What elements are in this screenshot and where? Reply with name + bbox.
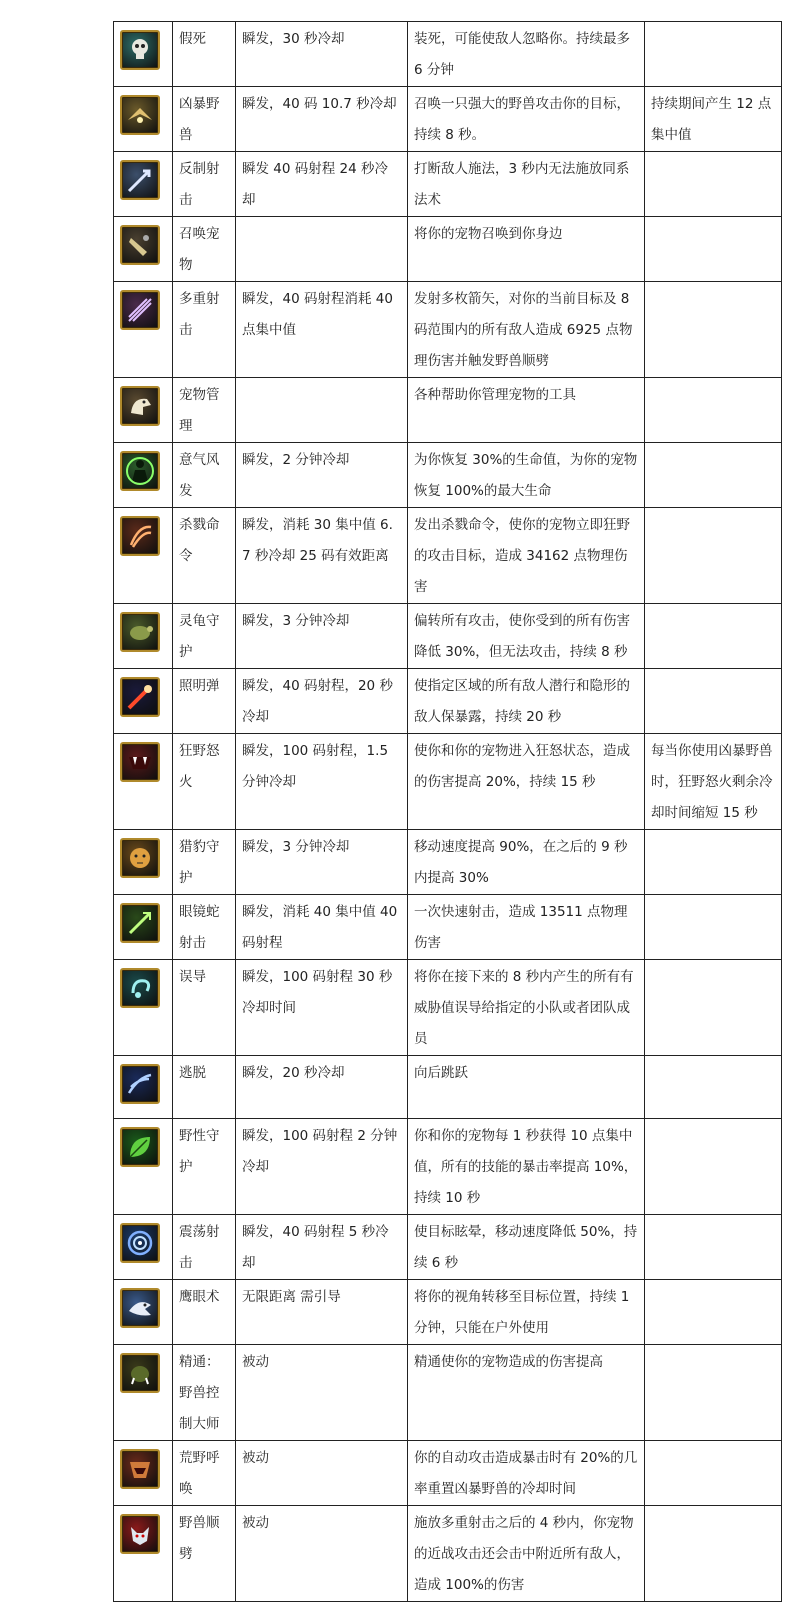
skill-name: 灵龟守护	[173, 604, 236, 669]
skill-name: 反制射击	[173, 152, 236, 217]
skill-description: 装死，可能使敌人忽略你。持续最多 6 分钟	[408, 22, 645, 87]
skill-name: 假死	[173, 22, 236, 87]
skill-description: 使你和你的宠物进入狂怒状态，造成的伤害提高 20%，持续 15 秒	[408, 734, 645, 830]
skill-note	[645, 669, 782, 734]
skill-cast: 瞬发，40 码射程消耗 40 点集中值	[236, 282, 408, 378]
skill-name: 荒野呼唤	[173, 1441, 236, 1506]
skill-note	[645, 443, 782, 508]
icon-cell	[114, 895, 173, 960]
skill-note	[645, 1280, 782, 1345]
skill-note	[645, 1441, 782, 1506]
skill-row	[114, 443, 782, 508]
skill-name: 凶暴野兽	[173, 87, 236, 152]
icon-cell	[114, 830, 173, 895]
flare-icon	[120, 677, 160, 717]
vortex-icon	[120, 1223, 160, 1263]
skill-note	[645, 22, 782, 87]
skill-description: 发出杀戮命令，使你的宠物立即狂野的攻击目标，造成 34162 点物理伤害	[408, 508, 645, 604]
icon-cell	[114, 1506, 173, 1602]
skill-name: 狂野怒火	[173, 734, 236, 830]
skill-description: 精通使你的宠物造成的伤害提高	[408, 1345, 645, 1441]
disengage-icon	[120, 1064, 160, 1104]
skill-cast: 瞬发，40 码 10.7 秒冷却	[236, 87, 408, 152]
skill-note	[645, 1056, 782, 1119]
skill-description: 使指定区域的所有敌人潜行和隐形的敌人保暴露，持续 20 秒	[408, 669, 645, 734]
skill-name: 逃脱	[173, 1056, 236, 1119]
skill-cast	[236, 378, 408, 443]
skill-description: 施放多重射击之后的 4 秒内，你宠物的近战攻击还会击中附近所有敌人，造成 100%的伤害	[408, 1506, 645, 1602]
icon-cell	[114, 604, 173, 669]
whistle-icon	[120, 225, 160, 265]
skill-cast: 瞬发，消耗 40 集中值 40 码射程	[236, 895, 408, 960]
silhouette-icon	[120, 451, 160, 491]
skill-cast: 瞬发，消耗 30 集中值 6.7 秒冷却 25 码有效距离	[236, 508, 408, 604]
skill-name: 眼镜蛇射击	[173, 895, 236, 960]
skill-description: 你的自动攻击造成暴击时有 20%的几率重置凶暴野兽的冷却时间	[408, 1441, 645, 1506]
skill-row	[114, 87, 782, 152]
skill-name: 猎豹守护	[173, 830, 236, 895]
skill-note	[645, 830, 782, 895]
beast-wings-icon	[120, 95, 160, 135]
skill-cast: 无限距离 需引导	[236, 1280, 408, 1345]
skill-row	[114, 282, 782, 378]
skill-description: 各种帮助你管理宠物的工具	[408, 378, 645, 443]
skill-cast: 瞬发，3 分钟冷却	[236, 604, 408, 669]
skill-note	[645, 960, 782, 1056]
skill-cast: 瞬发 40 码射程 24 秒冷却	[236, 152, 408, 217]
cobra-shot-icon	[120, 903, 160, 943]
icon-cell	[114, 22, 173, 87]
misdirect-icon	[120, 968, 160, 1008]
skill-row	[114, 1441, 782, 1506]
skill-row	[114, 1506, 782, 1602]
skill-name: 多重射击	[173, 282, 236, 378]
skill-row	[114, 960, 782, 1056]
skill-note	[645, 895, 782, 960]
skill-description: 将你在接下来的 8 秒内产生的所有有威胁值误导给指定的小队或者团队成员	[408, 960, 645, 1056]
skill-note	[645, 508, 782, 604]
boar-icon	[120, 1353, 160, 1393]
skill-name: 精通：野兽控制大师	[173, 1345, 236, 1441]
skill-cast: 瞬发，100 码射程 30 秒冷却时间	[236, 960, 408, 1056]
icon-cell	[114, 1119, 173, 1215]
leaf-icon	[120, 1127, 160, 1167]
icon-cell	[114, 1441, 173, 1506]
skill-row	[114, 734, 782, 830]
arrow-strike-icon	[120, 160, 160, 200]
turtle-icon	[120, 612, 160, 652]
skill-cast: 瞬发，100 码射程 2 分钟冷却	[236, 1119, 408, 1215]
wolf-icon	[120, 1514, 160, 1554]
skill-cast: 瞬发，30 秒冷却	[236, 22, 408, 87]
skill-note	[645, 217, 782, 282]
icon-cell	[114, 734, 173, 830]
skill-name: 鹰眼术	[173, 1280, 236, 1345]
skill-row	[114, 1056, 782, 1119]
multi-arrow-icon	[120, 290, 160, 330]
icon-cell	[114, 1056, 173, 1119]
roar-icon	[120, 1449, 160, 1489]
skill-row	[114, 1215, 782, 1280]
skill-name: 杀戮命令	[173, 508, 236, 604]
icon-cell	[114, 282, 173, 378]
skill-cast: 被动	[236, 1345, 408, 1441]
skill-description: 为你恢复 30%的生命值，为你的宠物恢复 100%的最大生命	[408, 443, 645, 508]
claw-icon	[120, 516, 160, 556]
skill-row	[114, 22, 782, 87]
icon-cell	[114, 1345, 173, 1441]
skill-cast: 瞬发，3 分钟冷却	[236, 830, 408, 895]
icon-cell	[114, 217, 173, 282]
skill-description: 发射多枚箭矢，对你的当前目标及 8 码范围内的所有敌人造成 6925 点物理伤害并触发野兽顺劈	[408, 282, 645, 378]
icon-cell	[114, 960, 173, 1056]
skill-row	[114, 508, 782, 604]
skill-description: 打断敌人施法，3 秒内无法施放同系法术	[408, 152, 645, 217]
skill-note	[645, 604, 782, 669]
skill-description: 将你的宠物召唤到你身边	[408, 217, 645, 282]
skull-icon	[120, 30, 160, 70]
icon-cell	[114, 669, 173, 734]
skill-description: 召唤一只强大的野兽攻击你的目标，持续 8 秒。	[408, 87, 645, 152]
eagle-eye-icon	[120, 1288, 160, 1328]
skill-description: 移动速度提高 90%，在之后的 9 秒内提高 30%	[408, 830, 645, 895]
icon-cell	[114, 152, 173, 217]
skill-description: 将你的视角转移至目标位置，持续 1 分钟，只能在户外使用	[408, 1280, 645, 1345]
skill-name: 野兽顺劈	[173, 1506, 236, 1602]
skill-description: 偏转所有攻击，使你受到的所有伤害降低 30%，但无法攻击，持续 8 秒	[408, 604, 645, 669]
skill-cast: 瞬发，20 秒冷却	[236, 1056, 408, 1119]
skill-note: 持续期间产生 12 点集中值	[645, 87, 782, 152]
skill-row	[114, 378, 782, 443]
skill-note	[645, 1506, 782, 1602]
skills-table	[113, 21, 782, 1602]
skill-name: 震荡射击	[173, 1215, 236, 1280]
icon-cell	[114, 87, 173, 152]
skill-note	[645, 282, 782, 378]
icon-cell	[114, 1215, 173, 1280]
skill-note	[645, 378, 782, 443]
skill-description: 使目标眩晕，移动速度降低 50%，持续 6 秒	[408, 1215, 645, 1280]
skill-note	[645, 152, 782, 217]
skill-row	[114, 217, 782, 282]
icon-cell	[114, 1280, 173, 1345]
fangs-icon	[120, 742, 160, 782]
skill-row	[114, 152, 782, 217]
skill-note	[645, 1215, 782, 1280]
icon-cell	[114, 443, 173, 508]
skill-row	[114, 830, 782, 895]
skill-name: 误导	[173, 960, 236, 1056]
skill-cast: 瞬发，100 码射程，1.5 分钟冷却	[236, 734, 408, 830]
skill-cast: 瞬发，40 码射程 5 秒冷却	[236, 1215, 408, 1280]
icon-cell	[114, 378, 173, 443]
skill-note	[645, 1119, 782, 1215]
skill-note	[645, 1345, 782, 1441]
skill-name: 野性守护	[173, 1119, 236, 1215]
skill-row	[114, 1345, 782, 1441]
skill-name: 宠物管理	[173, 378, 236, 443]
cheetah-icon	[120, 838, 160, 878]
skill-cast: 瞬发，2 分钟冷却	[236, 443, 408, 508]
skill-description: 向后跳跃	[408, 1056, 645, 1119]
eagle-head-icon	[120, 386, 160, 426]
skill-cast: 被动	[236, 1506, 408, 1602]
icon-cell	[114, 508, 173, 604]
skill-name: 意气风发	[173, 443, 236, 508]
skill-row	[114, 1280, 782, 1345]
skill-row	[114, 1119, 782, 1215]
skill-row	[114, 895, 782, 960]
skill-name: 召唤宠物	[173, 217, 236, 282]
skill-cast: 被动	[236, 1441, 408, 1506]
skill-name: 照明弹	[173, 669, 236, 734]
skill-description: 一次快速射击，造成 13511 点物理伤害	[408, 895, 645, 960]
skill-row	[114, 604, 782, 669]
skill-cast	[236, 217, 408, 282]
skill-note: 每当你使用凶暴野兽时，狂野怒火剩余冷却时间缩短 15 秒	[645, 734, 782, 830]
skill-row	[114, 669, 782, 734]
skill-cast: 瞬发，40 码射程，20 秒冷却	[236, 669, 408, 734]
skill-description: 你和你的宠物每 1 秒获得 10 点集中值，所有的技能的暴击率提高 10%，持续 10 秒	[408, 1119, 645, 1215]
